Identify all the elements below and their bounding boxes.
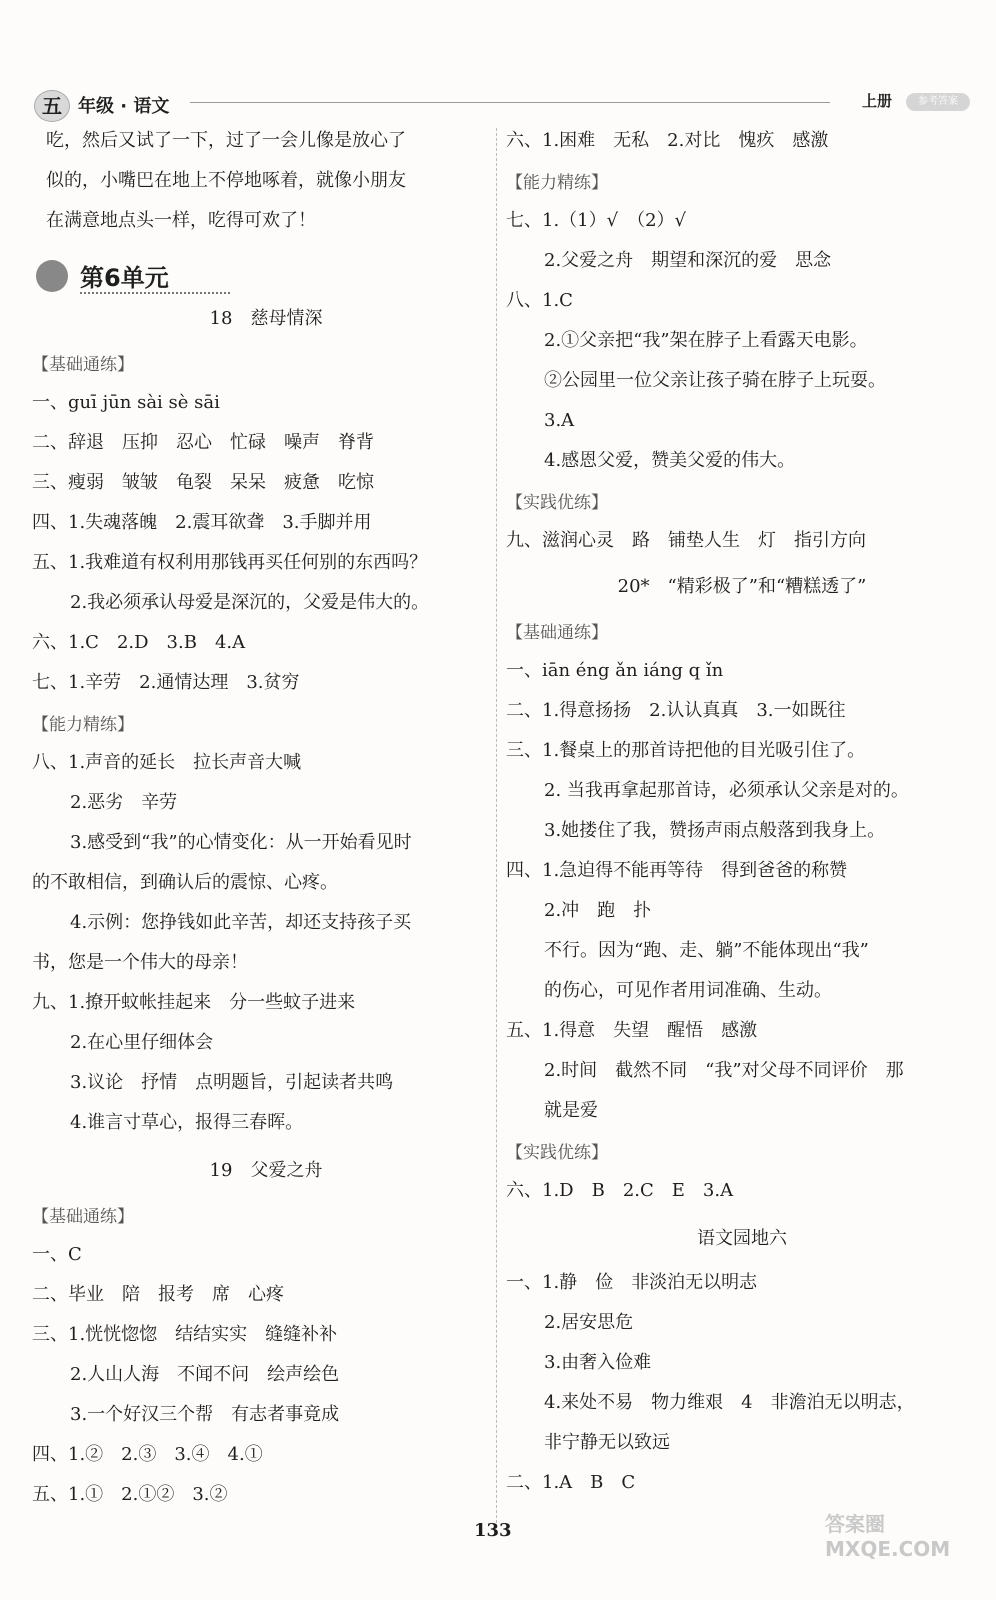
answer-line: 就是爱 [544, 1100, 598, 1121]
answer-line: 二、1.得意扬扬 2.认认真真 3.一如既往 [506, 700, 846, 721]
answer-line: 2.时间 截然不同 “我”对父母不同评价 那 [544, 1060, 904, 1081]
answer-line: 五、1.得意 失望 醒悟 感激 [506, 1020, 758, 1041]
section-label: 【基础通练】 [506, 623, 608, 643]
answer-line: 一、guī jūn sài sè sāi [32, 392, 220, 413]
answer-line: 三、1.餐桌上的那首诗把他的目光吸引住了。 [506, 740, 866, 761]
answer-line: 2.在心里仔细体会 [70, 1032, 214, 1053]
intro-line: 似的，小嘴巴在地上不停地啄着，就像小朋友 [46, 170, 406, 191]
watermark-logo: 答案圈 MXQE.COM [825, 1512, 951, 1561]
page-header [0, 84, 996, 124]
answer-line: 八、1.声音的延长 拉长声音大喊 [32, 752, 302, 773]
column-divider [496, 128, 497, 1528]
unit-bullet-icon [36, 260, 68, 292]
answer-line: 三、瘦弱 皱皱 龟裂 呆呆 疲惫 吃惊 [32, 472, 374, 493]
answer-line: 不行。因为“跑、走、躺”不能体现出“我” [544, 940, 869, 961]
answer-line: 七、1.（1）√ （2）√ [506, 210, 687, 231]
answer-line: 2.①父亲把“我”架在脖子上看露天电影。 [544, 330, 868, 351]
answer-line: 一、1.静 俭 非淡泊无以明志 [506, 1272, 758, 1293]
answer-line: 的伤心，可见作者用词准确、生动。 [544, 980, 832, 1001]
answer-line: 六、1.D B 2.C E 3.A [506, 1180, 734, 1201]
answer-line: 2.人山人海 不闻不问 绘声绘色 [70, 1364, 340, 1385]
answer-line: 八、1.C [506, 290, 573, 311]
answer-line: 3.议论 抒情 点明题旨，引起读者共鸣 [70, 1072, 394, 1093]
answer-line: 4.示例：您挣钱如此辛苦，却还支持孩子买 [70, 912, 412, 933]
answer-line: 2. 当我再拿起那首诗，必须承认父亲是对的。 [544, 780, 909, 801]
answer-line: 四、1.失魂落魄 2.震耳欲聋 3.手脚并用 [32, 512, 372, 533]
answer-line: 4.感恩父爱，赞美父爱的伟大。 [544, 450, 796, 471]
page-number: 133 [474, 1520, 512, 1541]
lesson-title: 20* “精彩极了”和“糟糕透了” [617, 576, 867, 597]
reference-answer-badge: 参考答案 [906, 93, 970, 111]
answer-line: 五、1.我难道有权利用那钱再买任何别的东西吗？ [32, 552, 428, 573]
answer-line: 五、1.① 2.①② 3.② [32, 1484, 228, 1505]
answer-line: 非宁静无以致远 [544, 1432, 670, 1453]
answer-line: 2.居安思危 [544, 1312, 634, 1333]
answer-line: 一、C [32, 1244, 82, 1265]
lesson-title: 18 慈母情深 [209, 308, 323, 329]
answer-line: 2.我必须承认母爱是深沉的，父爱是伟大的。 [70, 592, 430, 613]
unit-underline [80, 292, 230, 294]
unit-title: 第6单元 [80, 264, 169, 292]
section-label: 【实践优练】 [506, 1143, 608, 1163]
answer-line: 3.感受到“我”的心情变化：从一开始看见时 [70, 832, 412, 853]
grade-badge: 五 [34, 90, 70, 122]
section-label: 【能力精练】 [506, 173, 608, 193]
answer-line: 3.由奢入俭难 [544, 1352, 652, 1373]
answer-line: 九、1.撩开蚊帐挂起来 分一些蚊子进来 [32, 992, 356, 1013]
lesson-title: 19 父爱之舟 [209, 1160, 323, 1181]
answer-line: 的不敢相信，到确认后的震惊、心疼。 [32, 872, 338, 893]
volume-label: 上册 [862, 92, 893, 110]
section-label: 【能力精练】 [32, 715, 134, 735]
lesson-title: 语文园地六 [697, 1228, 787, 1249]
section-label: 【实践优练】 [506, 493, 608, 513]
answer-line: 六、1.C 2.D 3.B 4.A [32, 632, 246, 653]
answer-line: 七、1.辛劳 2.通情达理 3.贫穷 [32, 672, 300, 693]
intro-line: 吃，然后又试了一下，过了一会儿像是放心了 [46, 130, 406, 151]
answer-line: 六、1.困难 无私 2.对比 愧疚 感激 [506, 130, 829, 151]
answer-line: 四、1.② 2.③ 3.④ 4.① [32, 1444, 263, 1465]
answer-line: 2.父爱之舟 期望和深沉的爱 思念 [544, 250, 832, 271]
answer-line: 二、1.A B C [506, 1472, 636, 1493]
answer-line: 3.她搂住了我，赞扬声雨点般落到我身上。 [544, 820, 886, 841]
answer-line: 一、iān éng ǎn iáng q ǐn [506, 660, 724, 681]
answer-line: 4.来处不易 物力维艰 4 非澹泊无以明志， [544, 1392, 915, 1413]
answer-line: 4.谁言寸草心，报得三春晖。 [70, 1112, 304, 1133]
section-label: 【基础通练】 [32, 1207, 134, 1227]
answer-line: 四、1.急迫得不能再等待 得到爸爸的称赞 [506, 860, 848, 881]
answer-line: 九、滋润心灵 路 铺垫人生 灯 指引方向 [506, 530, 866, 551]
answer-line: ②公园里一位父亲让孩子骑在脖子上玩耍。 [544, 370, 886, 391]
header-rule [190, 102, 830, 103]
answer-line: 2.恶劣 辛劳 [70, 792, 178, 813]
answer-line: 二、毕业 陪 报考 席 心疼 [32, 1284, 284, 1305]
answer-line: 二、辞退 压抑 忍心 忙碌 噪声 脊背 [32, 432, 374, 453]
unit-heading [36, 258, 336, 296]
answer-line: 3.A [544, 410, 575, 431]
intro-line: 在满意地点头一样，吃得可欢了！ [46, 210, 316, 231]
answer-line: 三、1.恍恍惚惚 结结实实 缝缝补补 [32, 1324, 338, 1345]
section-label: 【基础通练】 [32, 355, 134, 375]
answer-line: 2.冲 跑 扑 [544, 900, 652, 921]
answer-line: 3.一个好汉三个帮 有志者事竟成 [70, 1404, 340, 1425]
answer-line: 书，您是一个伟大的母亲！ [32, 952, 248, 973]
grade-subject-label: 年级 · 语文 [78, 96, 170, 117]
